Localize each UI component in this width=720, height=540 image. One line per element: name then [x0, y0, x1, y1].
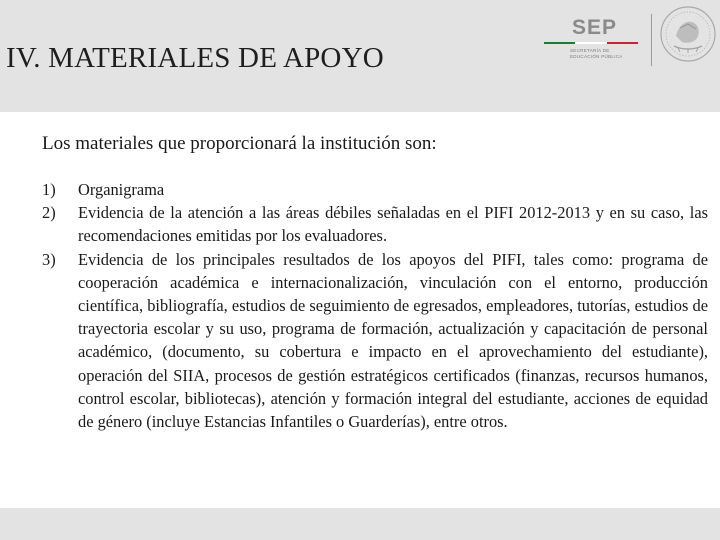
sep-logo [540, 14, 640, 70]
logo-divider [651, 14, 652, 66]
mexico-coat-of-arms-seal-icon [658, 2, 718, 68]
list-item-text: Organigrama [78, 180, 165, 199]
list-item [42, 201, 708, 247]
list-item [42, 248, 708, 434]
list-item-number: 3) [42, 249, 56, 269]
list-item-text: Evidencia de los principales resultados de los apoyos del PIFI, tales como: programa de cooperación académica e internacionalización, vinculación con el entorno, producción científica, bibliografía, estudios de seguimiento de egresados, empleadores, tutorías, estudios de trayectoria escolar y su uso, programa de formación, actualización y capacitación de personal académico, (documento, su cobertura e impacto en el aprovechamiento del estudiante), operación del SIIA, procesos de gestión estratégicos certificados (finanzas, recursos humanos, control escolar, bibliotecas), atención y formación integral del estudiante, acciones de equidad de género (incluye Estancias Infantiles o Guarderías), entre otros. [78, 249, 708, 432]
stripe-red [607, 42, 638, 44]
stripe-white [575, 42, 606, 44]
intro-text: Los materiales que proporcionará la institución son: [42, 133, 437, 154]
sep-logo-stripe [544, 42, 638, 44]
list-item-number: 2) [42, 203, 56, 223]
list-item-text: Evidencia de la atención a las áreas débiles señaladas en el PIFI 2012-2013 y en su caso, las recomendaciones emitidas por los evaluadores. [78, 203, 708, 246]
stripe-green [544, 42, 575, 44]
sep-logo-word: SEP [572, 16, 618, 39]
footer-band [0, 508, 720, 540]
materials-list [42, 178, 708, 433]
page-title: IV. MATERIALES DE APOYO [6, 42, 384, 74]
sep-logo-subtitle: SECRETARÍA DE EDUCACIÓN PÚBLICA [570, 48, 623, 59]
header-band [0, 0, 720, 112]
list-item [42, 178, 708, 201]
main-content [42, 132, 708, 433]
list-item-number: 1) [42, 180, 56, 199]
